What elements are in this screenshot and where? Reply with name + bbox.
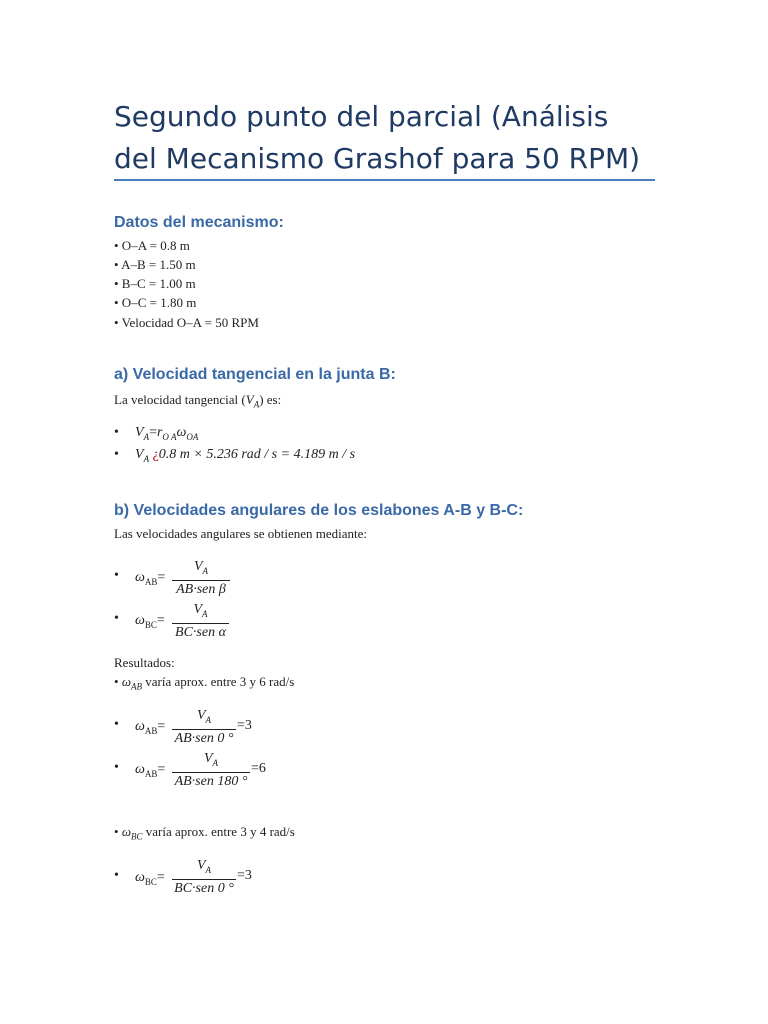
velocidades-angulares-intro: Las velocidades angulares se obtienen mediante: (114, 526, 368, 541)
bullet: • (114, 447, 119, 462)
result-value: =3 (237, 868, 252, 883)
fraction-omega-ab-0: $V_A$ AB·sen 0 ° (172, 707, 236, 747)
bullet: • (114, 611, 119, 626)
velocidad-tangencial-intro: La velocidad tangencial $(V_A)$ es: (114, 392, 282, 410)
resultados-label: Resultados: (114, 655, 175, 670)
page-title: Segundo punto del parcial (Análisis del Mecanismo Grashof para 50 RPM) (114, 100, 641, 175)
equation-va-value: $V_A$ ¿0.8 m × 5.236 rad / s = 4.189 m / s (135, 447, 356, 464)
omega-bc-symbol: $\omega_{BC}=$ (135, 613, 165, 630)
bullet: • (114, 425, 119, 440)
bullet: • (114, 868, 119, 883)
datos-item: • A–B = 1.50 m (114, 257, 196, 272)
omega-ab-symbol: $\omega_{AB}=$ (135, 762, 166, 779)
title-underline (114, 179, 655, 181)
heading-datos: Datos del mecanismo: (114, 214, 284, 231)
fraction-omega-bc-0: $V_A$ BC·sen 0 ° (172, 857, 236, 897)
bullet: • (114, 568, 119, 583)
datos-item: • O–A = 0.8 m (114, 238, 190, 253)
heading-velocidad-tangencial: a) Velocidad tangencial en la junta B: (114, 366, 396, 383)
result-value: =3 (237, 718, 252, 733)
omega-ab-symbol: $\omega_{AB}=$ (135, 570, 166, 587)
bullet: • (114, 717, 119, 732)
omega-ab-symbol: $\omega_{AB}=$ (135, 719, 166, 736)
fraction-omega-bc: $V_A$ BC·sen α (172, 601, 229, 641)
range-omega-bc: • $\omega_{BC}$ varía aprox. entre 3 y 4 rad/s (114, 824, 295, 842)
omega-bc-symbol: $\omega_{BC}=$ (135, 870, 165, 887)
datos-item: • B–C = 1.00 m (114, 276, 196, 291)
bullet: • (114, 760, 119, 775)
result-value: =6 (251, 761, 266, 776)
fraction-omega-ab-180: $V_A$ AB·sen 180 ° (172, 750, 250, 790)
fraction-omega-ab: $V_A$ AB·sen β (172, 558, 230, 598)
datos-item: • O–C = 1.80 m (114, 295, 197, 310)
heading-velocidades-angulares: b) Velocidades angulares de los eslabones A-B y B-C: (114, 502, 524, 519)
equation-va-definition: $V_A=r_{O A}\omega_{OA}$ (135, 425, 199, 442)
range-omega-ab: • $\omega_{AB}$ varía aprox. entre 3 y 6 rad/s (114, 674, 295, 692)
datos-item: • Velocidad O–A = 50 RPM (114, 315, 259, 330)
